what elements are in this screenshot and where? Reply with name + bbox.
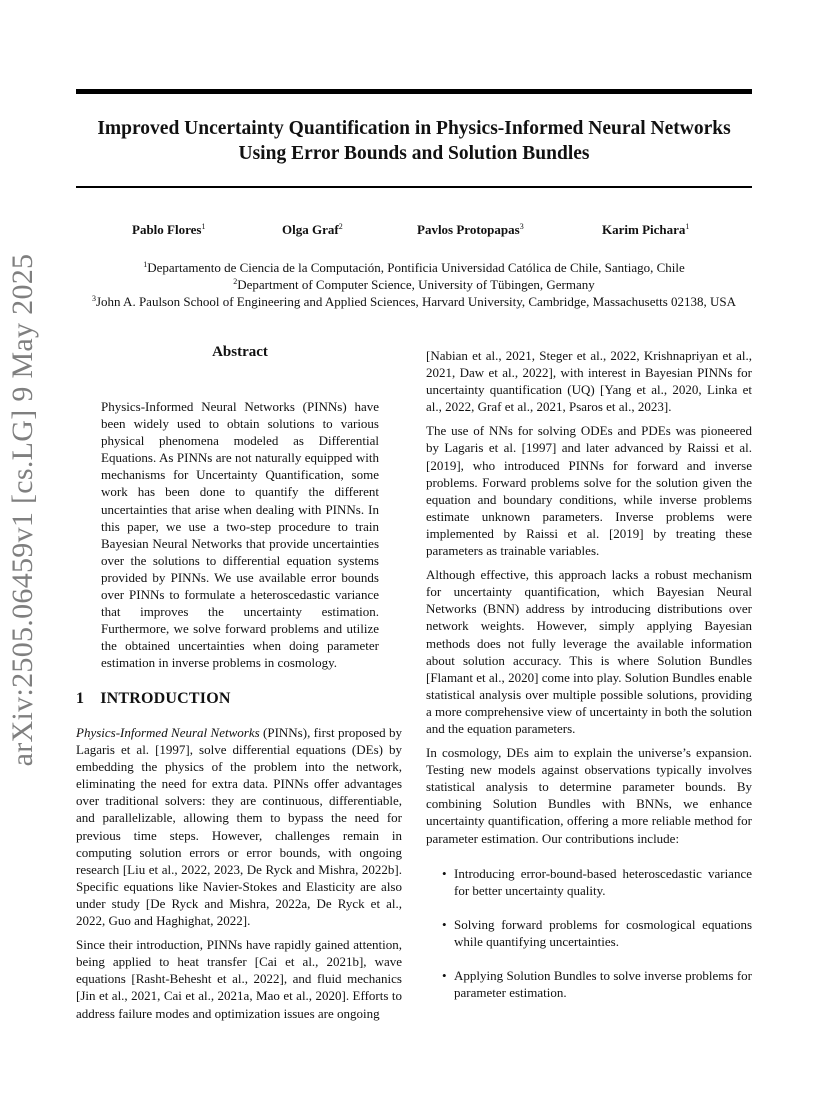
affil-text: John A. Paulson School of Engineering and Applied Sciences, Harvard University, Cambridge, Massachusetts 02138, USA: [95, 294, 737, 309]
intro-paragraph-4: Although effective, this approach lacks a robust mechanism for uncertainty quantification, which Bayesian Neural Networks (BNN) address by introducing distributions over network weights. However, simply applying Bayesian methods does not fully leverage the available information about solution accuracy. This is where Solution Bundles [Flamant et al., 2020] come into play. Solution Bundles enable statistical analysis over multiple possible solutions, providing a more comprehensive view of uncertainty in both the solution and the equation parameters.: [426, 567, 752, 736]
bullet-icon: •: [442, 968, 447, 983]
intro-paragraph-2: Since their introduction, PINNs have rapidly gained attention, being applied to heat transfer [Cai et al., 2021b], wave equations [Rasht-Behesht et al., 2022], and fluid mechanics [Jin et al., 2021, Cai et al., 2021a, Mao et al., 2020]. Efforts to address failure modes and optimization issues are ongoing: [76, 937, 402, 1021]
list-item-text: Introducing error-bound-based heteroscedastic variance for better uncertainty quality.: [454, 865, 752, 898]
list-item-text: Solving forward problems for cosmological equations while quantifying uncertainties.: [454, 916, 752, 949]
left-column: [76, 724, 402, 1029]
abstract-body: Physics-Informed Neural Networks (PINNs) have been widely used to obtain solutions to various physical phenomena modeled as Differential Equations. As PINNs are not naturally equipped with mechanisms for Uncertainty Quantification, some work has been done to quantify the different uncertainties that arise when dealing with PINNs. In this paper, we use a two-step procedure to train Bayesian Neural Networks that provide uncertainties over the solutions to differential equation systems provided by PINNs. We use available error bounds over PINNs to formulate a heteroscedastic variance that improves the uncertainty estimation. Furthermore, we solve forward problems and utilize the obtained uncertainties when doing parameter estimation in inverse problems in cosmology.: [101, 399, 379, 671]
author-list: [100, 222, 740, 242]
author-name: Pablo Flores: [132, 222, 202, 237]
author-protopapas: [417, 222, 524, 238]
title-line-2: Using Error Bounds and Solution Bundles: [238, 143, 590, 164]
intro-paragraph-1-text: (PINNs), first proposed by Lagaris et al. [1997], solve differential equations (DEs) by embedding the physics of the problem into the network, eliminating the need for extra data. PINNs offer advantages over traditional solvers: they are continuous, differentiable, and parallelizable, allowing them to bypass the need for previous time steps. However, challenges remain in computing solution errors or error bounds, with ongoing research [Liu et al., 2022, 2023, De Ryck and Mishra, 2022b]. Specific equations like Navier-Stokes and Elasticity are also under study [De Ryck and Mishra, 2022a, De Ryck et al., 2022, Guo and Haghighat, 2022].: [76, 725, 403, 929]
section-heading-introduction: [76, 690, 231, 708]
intro-paragraph-2-continued: [Nabian et al., 2021, Steger et al., 2022, Krishnapriyan et al., 2021, Daw et al., 2022], with interest in Bayesian PINNs for uncertainty quantification (UQ) [Yang et al., 2020, Linka et al., 2022, Graf et al., 2021, Psaros et al., 2023].: [426, 348, 752, 415]
author-graf: [282, 222, 343, 238]
author-pichara: [602, 222, 689, 238]
arxiv-id[interactable]: arXiv:2505.06459v1 [cs.LG] 9 May 2025: [6, 253, 39, 767]
affiliation-3: [76, 290, 752, 310]
title-line-1: Improved Uncertainty Quantification in Physics-Informed Neural Networks: [97, 118, 731, 139]
intro-paragraph-3: The use of NNs for solving ODEs and PDEs was pioneered by Lagaris et al. [1997] and later advanced by Raissi et al. [2019], who introduced PINNs for forward and inverse problems. Forward problems solve for the solution given the equation and boundary conditions, while inverse problems estimate unknown parameters. Inverse problems were implemented by Raissi et al. [2019] by treating these parameters as trainable variables.: [426, 423, 752, 559]
intro-emphasis: Physics-Informed Neural Networks: [76, 725, 260, 740]
right-column: [426, 347, 752, 1018]
author-affil-mark: 3: [519, 222, 524, 231]
author-affil-mark: 1: [685, 222, 690, 231]
affil-text: Departamento de Ciencia de la Computación, Pontificia Universidad Católica de Chile, Santiago, Chile: [147, 260, 685, 275]
affil-mark: 3: [91, 294, 96, 303]
intro-paragraph-5: In cosmology, DEs aim to explain the universe’s expansion. Testing new models against observations typically involves statistical analysis to determine parameter bounds. By combining Solution Bundles with BNNs, we enhance uncertainty quantification, offering a more reliable method for parameter estimation. Our contributions include:: [426, 745, 752, 846]
affil-mark: 2: [233, 277, 238, 286]
top-rule: [76, 89, 752, 94]
author-name: Karim Pichara: [602, 222, 686, 237]
list-item: [426, 967, 752, 1001]
affil-mark: 1: [143, 260, 148, 269]
bullet-icon: •: [442, 865, 447, 881]
author-flores: [132, 222, 205, 238]
abstract-heading: Abstract: [212, 344, 268, 360]
author-name: Pavlos Protopapas: [417, 222, 520, 237]
intro-paragraph-1: [76, 724, 402, 929]
paper-title: [76, 116, 752, 166]
section-title: INTRODUCTION: [100, 690, 231, 707]
list-item: [426, 916, 752, 950]
affil-text: Department of Computer Science, University of Tübingen, Germany: [237, 277, 595, 292]
bullet-icon: •: [442, 916, 447, 932]
author-affil-mark: 2: [338, 222, 343, 231]
section-number: 1: [76, 690, 85, 707]
contributions-list: [426, 865, 752, 1002]
author-name: Olga Graf: [282, 222, 339, 237]
list-item: [426, 865, 752, 899]
list-item-text: Applying Solution Bundles to solve inverse problems for parameter estimation.: [454, 968, 752, 1001]
author-affil-mark: 1: [201, 222, 206, 231]
title-bottom-rule: [76, 186, 752, 188]
